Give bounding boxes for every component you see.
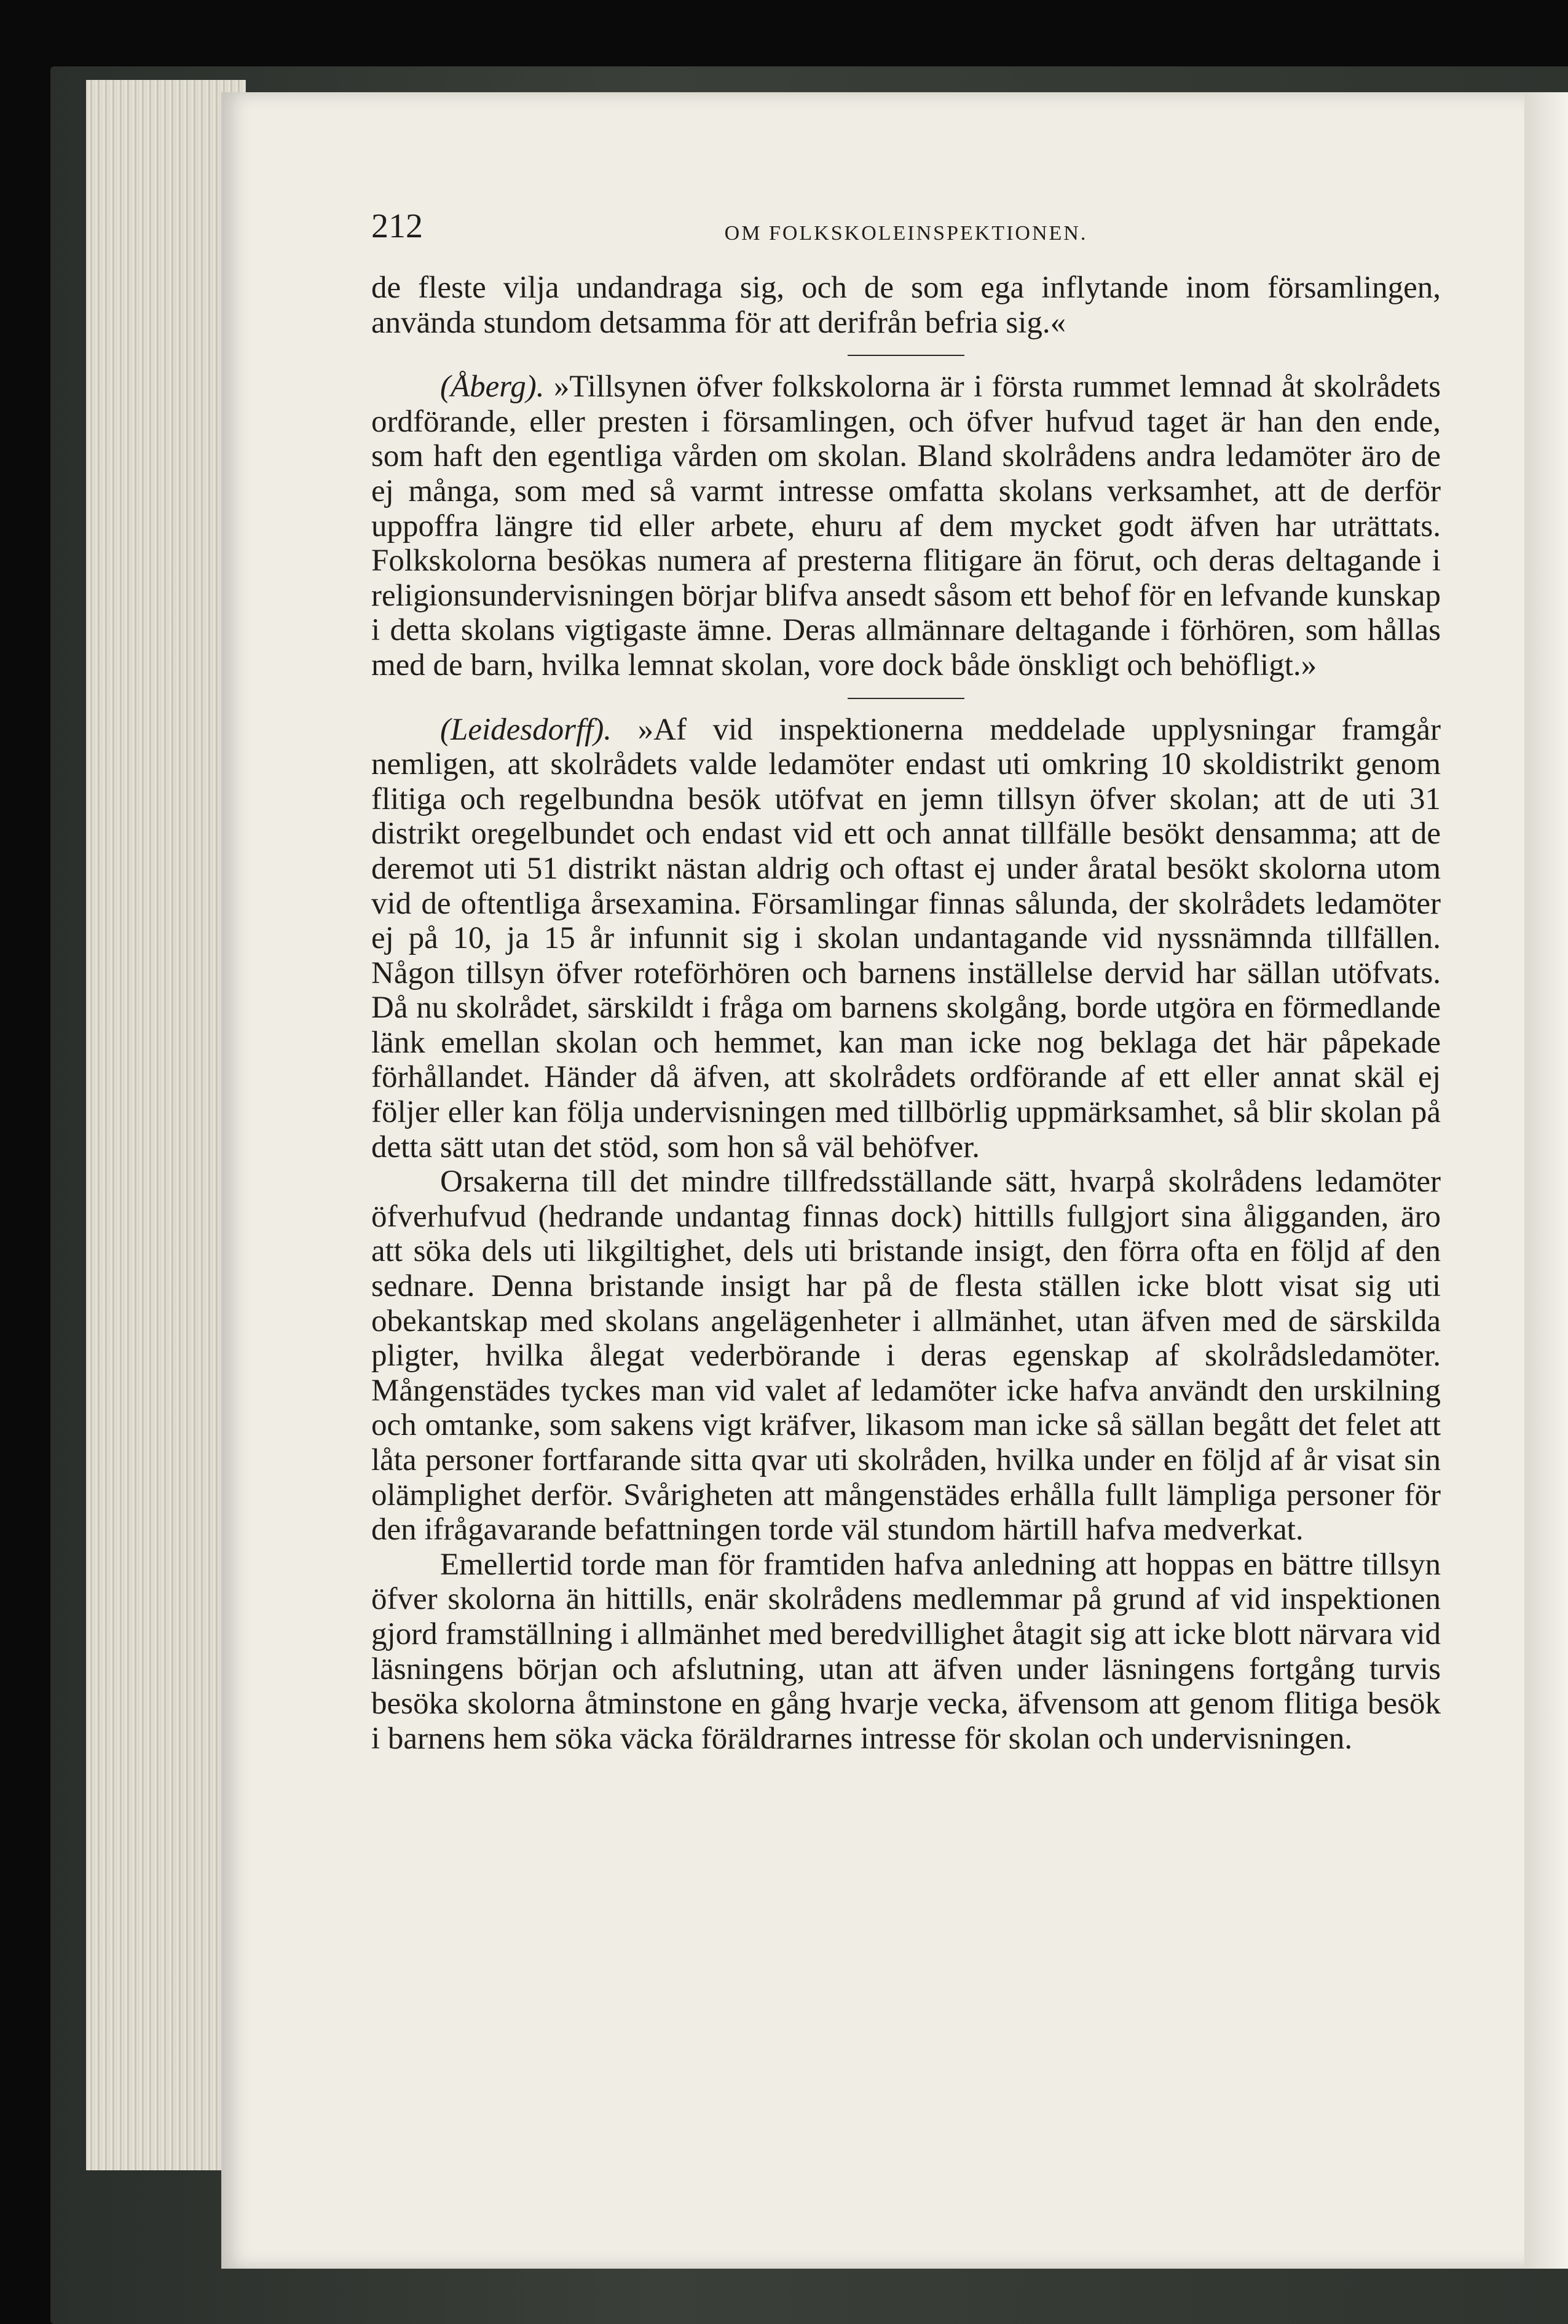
quote-leidesdorff: »Af vid inspektionerna meddelade upplysningar framgår nemligen, att skolrådets valde ledamöter endast uti omkring 10 skoldistrikt genom flitiga och regelbundna besök utöfvat en jemn tillsyn öfver skolan; att de uti 31 distrikt oregelbundet och endast vid ett och annat tillfälle besökt densamma; att de deremot uti 51 distrikt nästan aldrig och oftast ej under åratal besökt skolorna utom vid de oftentliga årsexamina. Församlingar finnas sålunda, der skolrådets ledamöter ej på 10, ja 15 år infunnit sig i skolan undantagande vid nyssnämnda tillfällen. Någon tillsyn öfver roteförhören och barnens inställelse dervid har sällan utöfvats. Då nu skolrådet, särskildt i fråga om barnens skolgång, borde utgöra en förmedlande länk emellan skolan och hemmet, kan man icke nog beklaga det här påpekade förhållandet. Händer då äfven, att skolrådets ordförande af ett eller annat skäl ej följer eller kan följa undervisningen med tillbörlig uppmärksamhet, så blir skolan på detta sätt utan det stöd, som hon så väl behöfver.	[371, 712, 1441, 1164]
quote-aberg: »Tillsynen öfver folkskolorna är i första rummet lemnad åt skolrådets ordförande, eller presten i församlingen, och öfver hufvud taget är han den ende, som haft den egentliga vården om skolan. Bland skolrådens andra ledamöter äro de ej många, som med så varmt intresse omfatta skolans verksamhet, att de derför uppoffra längre tid eller arbete, ehuru af dem mycket godt äfven har uträttats. Folkskolorna besökas numera af presterna flitigare än förut, och deras deltagande i religionsundervisningen börjar blifva ansedt såsom ett behof för en lefvande kunskap i detta skolans vigtigaste ämne. Deras allmännare deltagande i förhören, som hållas med de barn, hvilka lemnat skolan, vore dock både önskligt och behöfligt.»	[371, 370, 1441, 682]
section-divider	[848, 355, 964, 356]
section-divider	[848, 698, 964, 699]
paragraph-continuation: de fleste vilja undandraga sig, och de som ega inflytande inom församlingen, använda stundom detsamma för att derifrån befria sig.«	[371, 271, 1441, 340]
author-leidesdorff: (Leidesdorff).	[440, 712, 612, 747]
paragraph-leidesdorff	[371, 713, 1441, 1165]
page-header	[371, 209, 1441, 246]
paragraph-emellertid: Emellertid torde man för framtiden hafva anledning att hoppas en bättre tillsyn öfver skolorna än hittills, enär skolrådens medlemmar på grund af vid inspektionen gjord framställning i allmänhet med beredvillighet åtagit sig att icke blott närvara vid läsningens början och afslutning, utan att äfven under läsningens fortgång turvis besöka skolorna åtminstone en gång hvarje vecka, äfvensom att genom flitiga besök i barnens hem söka väcka föräldrarnes intresse för skolan och undervisningen.	[371, 1547, 1441, 1756]
page-number: 212	[371, 207, 423, 245]
running-title: OM FOLKSKOLEINSPEKTIONEN.	[724, 222, 1088, 245]
page-text	[371, 209, 1441, 1756]
paragraph-aberg	[371, 370, 1441, 682]
paragraph-orsakerna: Orsakerna till det mindre tillfredsställande sätt, hvarpå skolrådens ledamöter öfverhufvud (hedrande undantag finnas dock) hittills fullgjort sina åligganden, äro att söka dels uti likgiltighet, dels uti bristande insigt, den förra ofta en följd af den sednare. Denna bristande insigt har på de flesta ställen icke blott visat sig uti obekantskap med skolans angelägenheter i allmänhet, utan äfven med de särskilda pligter, hvilka ålegat vederbörande i deras egenskap af skolrådsledamöter. Mångenstädes tyckes man vid valet af ledamöter icke hafva användt den urskilning och omtanke, som sakens vigt kräfver, likasom man icke så sällan begått det felet att låta personer fortfarande sitta qvar uti skolråden, hvilka under en följd af år visat sin olämplighet derför. Svårigheten att mångenstädes erhålla fullt lämpliga personer för den ifrågavarande befattningen torde väl stundom härtill hafva medverkat.	[371, 1164, 1441, 1547]
page-right-edge	[1524, 92, 1568, 2269]
author-aberg: (Åberg).	[440, 370, 545, 405]
